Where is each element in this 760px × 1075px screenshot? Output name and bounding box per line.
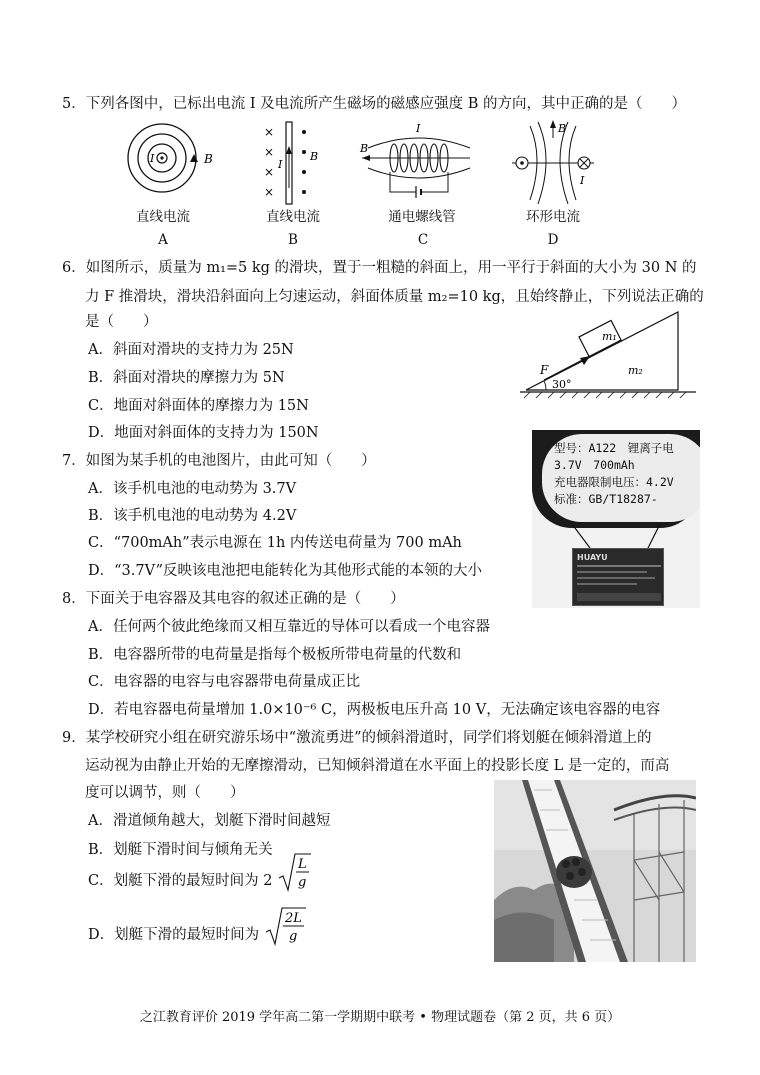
q5-fig-a: [122, 118, 232, 208]
q6-m2-label: m₂: [628, 364, 643, 377]
q7-option-c: C．“700mAh”表示电源在 1h 内传送电荷量为 700 mAh: [88, 535, 462, 551]
q5-d-b-label: B: [558, 122, 567, 135]
q7-battery-photo: [532, 430, 700, 608]
q6-option-c: C．地面对斜面体的摩擦力为 15N: [88, 398, 309, 414]
q8-stem: 8．下面关于电容器及其电容的叙述正确的是（ ）: [62, 591, 405, 607]
q5-a-b-label: B: [204, 152, 213, 166]
q5-fig-d: [508, 118, 598, 208]
svg-text:×: ×: [264, 165, 275, 179]
q8-option-a: A．任何两个彼此绝缘而又相互靠近的导体可以看成一个电容器: [88, 619, 490, 635]
svg-text:×: ×: [264, 145, 275, 159]
q6-line2: 力 F 推滑块，滑块沿斜面向上匀速运动，斜面体质量 m₂=10 kg，且始终静止，下列说法正确的: [85, 289, 704, 305]
q6-f-label: F: [540, 363, 549, 377]
q8-option-b: B．电容器所带的电荷量是指每个极板所带电荷量的代数和: [88, 647, 462, 663]
q6-angle-label: 30°: [552, 378, 572, 391]
q9-line3: 度可以调节，则（ ）: [85, 785, 245, 801]
q6-line1: 6．如图所示，质量为 m₁=5 kg 的滑块，置于一粗糙的斜面上，用一平行于斜面的大小为 30 N 的: [62, 260, 697, 276]
q6-incline-figure: [516, 308, 702, 400]
q5-fig-b-letter: B: [288, 232, 298, 248]
q8-option-c: C．电容器的电容与电容器带电荷量成正比: [88, 674, 361, 690]
q9-d-den: g: [288, 929, 298, 944]
q9-option-c-text: C．划艇下滑的最短时间为 2: [88, 873, 273, 889]
q5-b-b-label: B: [310, 150, 319, 163]
q6-option-b: B．斜面对滑块的摩擦力为 5N: [88, 370, 285, 386]
q9-option-b: B．划艇下滑时间与倾角无关: [88, 842, 273, 858]
q6-line3: 是（ ）: [85, 314, 158, 330]
q5-fig-c-caption: 通电螺线管: [388, 209, 456, 225]
svg-text:×: ×: [264, 185, 275, 199]
q9-d-num: 2L: [284, 911, 302, 926]
q5-a-i-label: I: [150, 152, 155, 165]
q5-fig-c-letter: C: [417, 232, 429, 248]
q5-fig-b-caption: 直线电流: [266, 209, 320, 225]
q5-fig-a-letter: A: [158, 232, 168, 248]
q7-option-d: D．“3.7V”反映该电池把电能转化为其他形式能的本领的大小: [88, 563, 483, 579]
q6-option-d: D．地面对斜面体的支持力为 150N: [88, 425, 319, 441]
q9-option-c-sqrt: [277, 850, 311, 894]
q7-label-line1: 型号：A122 锂离子电: [554, 441, 674, 455]
q9-c-num: L: [298, 857, 307, 872]
q9-line1: 9．某学校研究小组在研究游乐场中“激流勇进”的倾斜滑道时，同学们将划艇在倾斜滑道上的: [62, 730, 652, 746]
q7-stem: 7．如图为某手机的电池图片，由此可知（ ）: [62, 453, 376, 469]
page-footer: 之江教育评价 2019 学年高二第一学期期中联考 • 物理试题卷（第 2 页，共 6 页）: [139, 1010, 621, 1025]
q9-water-slide-photo: [494, 780, 696, 962]
q6-m1-label: m₁: [602, 330, 617, 343]
q7-option-a: A．该手机电池的电动势为 3.7V: [88, 481, 297, 497]
svg-text:×: ×: [264, 125, 275, 139]
q9-option-d-sqrt: [264, 904, 308, 948]
q5-stem: 5．下列各图中，已标出电流 I 及电流所产生磁场的磁感应强度 B 的方向，其中正确的是（ ）: [62, 96, 687, 112]
q9-line2: 运动视为由静止开始的无摩擦滑动，已知倾斜滑道在水平面上的投影长度 L 是一定的，而高: [85, 758, 670, 774]
q9-option-d-text: D．划艇下滑的最短时间为: [88, 927, 260, 943]
q7-label-line4: 标准：GB/T18287-: [554, 492, 658, 506]
q8-option-d: D．若电容器电荷量增加 1.0×10⁻⁶ C，两极板电压升高 10 V，无法确定该电容器的电容: [88, 702, 661, 718]
q5-fig-b: [258, 118, 328, 208]
q5-fig-c: [358, 118, 478, 208]
q5-fig-a-caption: 直线电流: [136, 209, 190, 225]
q5-fig-d-letter: D: [547, 232, 559, 248]
q9-c-den: g: [298, 875, 307, 890]
q7-label-line3: 充电器限制电压：4.2V: [554, 475, 674, 489]
q9-option-c: [88, 857, 311, 894]
q5-fig-d-caption: 环形电流: [526, 209, 580, 225]
q5-b-i-label: I: [278, 158, 283, 171]
q5-d-i-label: I: [580, 174, 585, 187]
q7-battery-brand: HUAYU: [577, 553, 608, 562]
q7-option-b: B．该手机电池的电动势为 4.2V: [88, 508, 297, 524]
q5-c-i-label: I: [416, 122, 421, 135]
q9-option-a: A．滑道倾角越大，划艇下滑时间越短: [88, 813, 331, 829]
q7-label-line2: 3.7V 700mAh: [554, 458, 635, 472]
q5-c-b-label: B: [360, 142, 369, 155]
q9-option-d: [88, 911, 308, 948]
q6-option-a: A．斜面对滑块的支持力为 25N: [88, 342, 294, 358]
